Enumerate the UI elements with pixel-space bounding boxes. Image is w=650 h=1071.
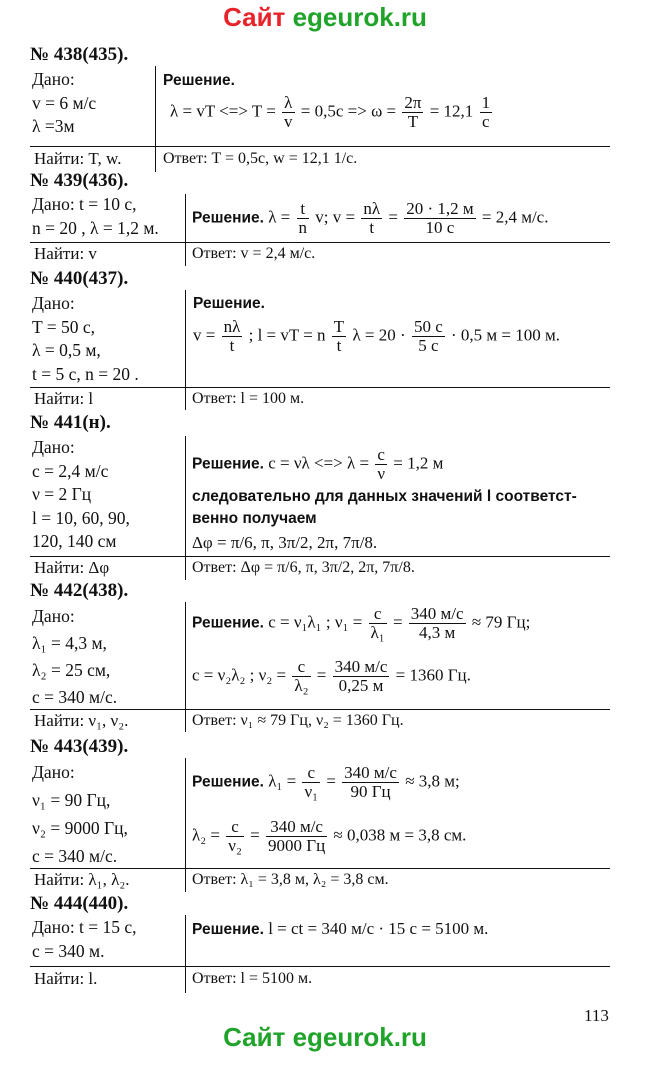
problem-442-title: № 442(438). bbox=[30, 580, 129, 601]
problem-439-answer: Ответ: v = 2,4 м/с. bbox=[192, 245, 316, 262]
problem-444-given: Дано: t = 15 с, c = 340 м. bbox=[32, 917, 137, 961]
divider bbox=[185, 194, 186, 266]
problem-443-find: Найти: λ₁, λ₂. bbox=[34, 870, 130, 889]
problem-441-solution: Решение. c = νλ <=> λ = $\frac{c}{\nu}$ = 1,2 м bbox=[192, 445, 444, 483]
problem-438-answer: Ответ: T = 0,5c, w = 12,1 1/c. bbox=[163, 150, 358, 167]
fraction: $\frac{\lambda}{v}$ bbox=[284, 93, 293, 131]
divider bbox=[185, 915, 186, 993]
problem-441-text-3: Δφ = π/6, π, 3π/2, 2π, 7π/8. bbox=[192, 533, 378, 552]
problem-439-solution: Решение. λ = $\frac{t}{n}$ v; v = $\frac{n\lambda}{t}$ = $\frac{20 \cdot 1,2 м}{10 с}$ = 2,4 м/с. bbox=[192, 199, 549, 237]
fraction: $\frac{340 м/с}{4,3 м}$ bbox=[410, 604, 464, 642]
problem-442-solution-line-1: Решение. c = ν₁λ₁ ; ν₁ = $\frac{c}{\text{λ₁}}$ = $\frac{340 м/с}{4,3 м}$ ≈ 79 Гц; bbox=[192, 604, 531, 642]
problem-440-given: Дано: T = 50 с, λ = 0,5 м, t = 5 с, n = 20 . bbox=[32, 293, 139, 384]
fraction: $\frac{n\lambda}{t}$ bbox=[223, 317, 241, 355]
separator bbox=[30, 709, 610, 710]
problem-440-title: № 440(437). bbox=[30, 268, 129, 289]
separator bbox=[30, 966, 610, 967]
problem-438-given: Дано: v = 6 м/с λ =3м bbox=[32, 69, 97, 136]
problem-439-find: Найти: v bbox=[34, 244, 97, 263]
problem-440-solution-label: Решение. bbox=[193, 295, 265, 312]
problem-438-title: № 438(435). bbox=[30, 44, 129, 65]
separator bbox=[30, 556, 610, 557]
fraction: $\frac{c}{\text{ν₁}}$ bbox=[304, 763, 319, 801]
problem-443-solution-line-2: λ₂ = $\frac{c}{\text{ν₂}}$ = $\frac{340 м/с}{9000 Гц}$ ≈ 0,038 м = 3,8 см. bbox=[192, 817, 467, 855]
problem-439-given: Дано: t = 10 с, n = 20 , λ = 1,2 м. bbox=[32, 194, 159, 238]
fraction: $\frac{T}{t}$ bbox=[333, 317, 345, 355]
problem-442-given: Дано: λ₁ = 4,3 м, λ₂ = 25 см, c = 340 м/с. bbox=[32, 606, 118, 707]
problem-441-given: Дано: c = 2,4 м/с ν = 2 Гц l = 10, 60, 90, 120, 140 см bbox=[32, 437, 130, 551]
problem-443-title: № 443(439). bbox=[30, 736, 129, 757]
divider bbox=[155, 66, 156, 172]
problem-442-answer: Ответ: ν₁ ≈ 79 Гц, ν₂ = 1360 Гц. bbox=[192, 712, 404, 729]
separator bbox=[30, 868, 610, 869]
problem-441-find: Найти: Δφ bbox=[34, 558, 110, 577]
fraction: $\frac{2\pi}{T}$ bbox=[404, 93, 422, 131]
fraction: $\frac{c}{\text{ν₂}}$ bbox=[228, 817, 242, 855]
problem-439-title: № 439(436). bbox=[30, 170, 129, 191]
divider bbox=[185, 290, 186, 410]
fraction: $\frac{n\lambda}{t}$ bbox=[363, 199, 381, 237]
fraction: $\frac{1}{c}$ bbox=[481, 93, 491, 131]
problem-438-solution-label: Решение. bbox=[163, 72, 235, 89]
fraction: $\frac{c}{\text{λ₂}}$ bbox=[294, 657, 309, 695]
problem-443-solution-line-1: Решение. λ₁ = $\frac{c}{\text{ν₁}}$ = $\frac{340 м/с}{90 Гц}$ ≈ 3,8 м; bbox=[192, 763, 460, 801]
divider bbox=[185, 758, 186, 892]
site-watermark-top: Сайт egeurok.ru bbox=[223, 2, 427, 32]
problem-444-solution: Решение. l = ct = 340 м/с · 15 с = 5100 м. bbox=[192, 919, 489, 938]
problem-441-title: № 441(н). bbox=[30, 412, 111, 433]
problem-438-solution: λ = vT <=> T = $\frac{\lambda}{v}$ = 0,5c => ω = $\frac{2\pi}{T}$ = 12,1 $\frac{1}{c}$ bbox=[170, 93, 491, 131]
problem-441-text-2: венно получаем bbox=[192, 510, 317, 527]
fraction: $\frac{340 м/с}{9000 Гц}$ bbox=[267, 817, 326, 855]
problem-442-solution-line-2: c = ν₂λ₂ ; ν₂ = $\frac{c}{\text{λ₂}}$ = $\frac{340 м/с}{0,25 м}$ = 1360 Гц. bbox=[192, 657, 471, 695]
problem-441-text-1: следовательно для данных значений l соответст- bbox=[192, 488, 577, 505]
fraction: $\frac{340 м/с}{90 Гц}$ bbox=[344, 763, 397, 801]
problem-443-given: Дано: ν₁ = 90 Гц, ν₂ = 9000 Гц, c = 340 м/с. bbox=[32, 762, 128, 866]
problem-440-answer: Ответ: l = 100 м. bbox=[192, 390, 305, 407]
separator bbox=[30, 387, 610, 388]
problem-438-find: Найти: T, w. bbox=[34, 149, 122, 168]
separator bbox=[30, 146, 610, 147]
site-watermark-bottom: Сайт egeurok.ru bbox=[223, 1022, 427, 1052]
problem-441-answer: Ответ: Δφ = π/6, π, 3π/2, 2π, 7π/8. bbox=[192, 559, 415, 576]
page-number: 113 bbox=[584, 1006, 609, 1025]
problem-444-answer: Ответ: l = 5100 м. bbox=[192, 970, 313, 987]
fraction: $\frac{c}{\text{λ₁}}$ bbox=[370, 604, 385, 642]
problem-442-find: Найти: ν₁, ν₂. bbox=[34, 711, 129, 730]
fraction: $\frac{50 с}{5 с}$ bbox=[413, 317, 443, 355]
fraction: $\frac{340 м/с}{0,25 м}$ bbox=[334, 657, 388, 695]
problem-443-answer: Ответ: λ₁ = 3,8 м, λ₂ = 3,8 см. bbox=[192, 871, 389, 888]
separator bbox=[30, 242, 610, 243]
problem-444-title: № 444(440). bbox=[30, 893, 129, 914]
fraction: $\frac{20 \cdot 1,2 м}{10 с}$ bbox=[406, 199, 474, 237]
divider bbox=[185, 602, 186, 732]
problem-444-find: Найти: l. bbox=[34, 969, 98, 988]
problem-440-solution: v = $\frac{n\lambda}{t}$ ; l = vT = n $\frac{T}{t}$ λ = 20 · $\frac{50 с}{5 с}$ · 0,5 м = 100 м. bbox=[193, 317, 560, 355]
divider bbox=[185, 436, 186, 580]
problem-440-find: Найти: l bbox=[34, 389, 94, 408]
fraction: $\frac{t}{n}$ bbox=[298, 199, 308, 237]
fraction: $\frac{c}{\nu}$ bbox=[377, 445, 386, 483]
